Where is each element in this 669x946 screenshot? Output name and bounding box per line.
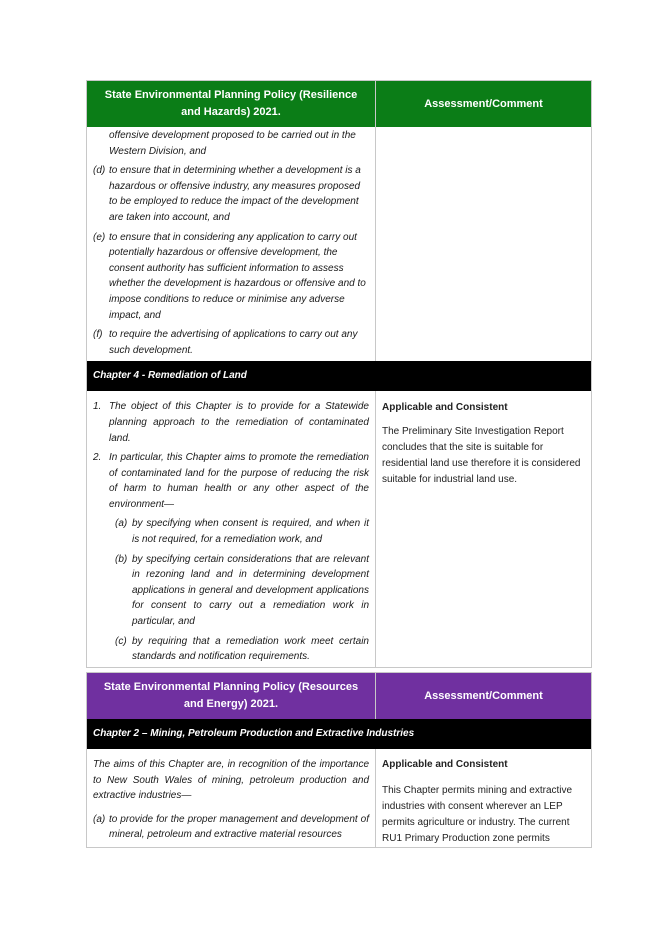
policy-title: State Environmental Planning Policy (Resources and Energy) 2021. <box>87 673 376 719</box>
list-item: 2. In particular, this Chapter aims to promote the remediation of contaminated land for the purpose of reducing the risk of harm to human health or any other aspect of the environment— <box>93 452 369 510</box>
sub-list-item: (a) by specifying when consent is required, and when it is not required, for a remediation work, and <box>115 518 369 546</box>
assessment-cell-empty <box>376 127 591 361</box>
continued-item: offensive development proposed to be carried out in the Western Division, and <box>109 130 356 157</box>
assessment-column-header: Assessment/Comment <box>424 98 543 110</box>
assessment-column-header: Assessment/Comment <box>424 690 543 702</box>
sub-list-item: (c) by requiring that a remediation work meet certain standards and notification requirements. <box>115 635 369 663</box>
list-item: (a) to provide for the proper management and development of mineral, petroleum and extractive material resources <box>93 813 369 841</box>
sepp-resilience-table <box>86 80 592 668</box>
assessment-text: The Preliminary Site Investigation Report concludes that the site is suitable for residential land use therefore it is considered suitable for industrial land use. <box>382 426 581 486</box>
mining-row <box>87 749 591 847</box>
list-item: (d) to ensure that in determining whether a development is a hazardous or offensive industry, any measures proposed to be employed to reduce the impact of the development are taken into account, and <box>93 165 361 223</box>
aims-row <box>87 127 591 361</box>
list-item: 1. The object of this Chapter is to provide for a Statewide planning approach to the remediation of contaminated land. <box>93 401 369 444</box>
assessment-heading: Applicable and Consistent <box>382 759 508 770</box>
sepp-resources-table <box>86 672 592 848</box>
chapter-heading: Chapter 4 - Remediation of Land <box>87 361 591 391</box>
assessment-text: This Chapter permits mining and extractive industries with consent wherever an LEP permits agriculture or industry. The current RU1 Primary Production zone permits <box>382 785 573 844</box>
table-header <box>87 673 591 719</box>
intro-text: The aims of this Chapter are, in recognition of the importance to New South Wales of mining, petroleum production and extractive industries— <box>93 759 369 802</box>
list-item: (e) to ensure that in considering any application to carry out potentially hazardous or offensive development, the consent authority has sufficient information to assess whether the development is hazardous or offensive and to impose conditions to reduce or minimise any adverse impact, and <box>93 231 366 321</box>
assessment-heading: Applicable and Consistent <box>382 402 508 414</box>
policy-title: State Environmental Planning Policy (Resilience and Hazards) 2021. <box>87 81 376 127</box>
assessment-cell <box>376 391 591 667</box>
list-item: (f) to require the advertising of applications to carry out any such development. <box>93 329 358 356</box>
chapter-heading: Chapter 2 – Mining, Petroleum Production and Extractive Industries <box>87 719 591 749</box>
sub-list-item: (b) by specifying certain considerations that are relevant in rezoning land and in determining development applications in general and development applications for consent to carry out a remediation work in particular, and <box>115 553 369 628</box>
assessment-cell <box>376 749 591 847</box>
remediation-row <box>87 391 591 667</box>
table-header <box>87 81 591 127</box>
